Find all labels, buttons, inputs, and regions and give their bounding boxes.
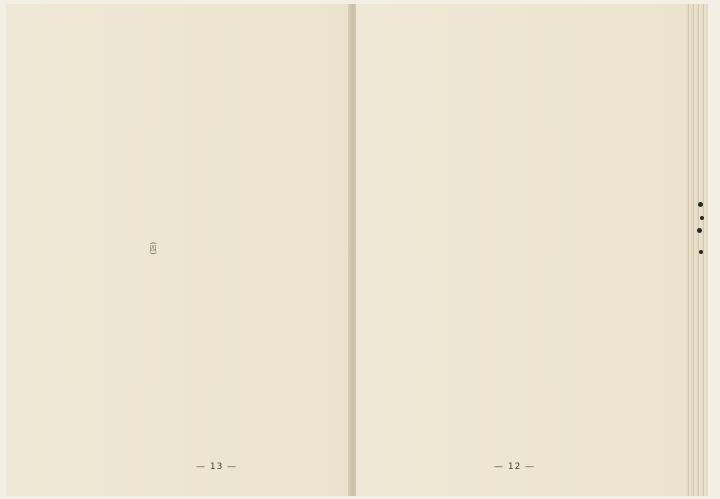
page-edges: [686, 4, 708, 496]
binding-hole: [699, 250, 703, 254]
page-number-left: — 13 —: [196, 462, 238, 472]
chapter-mark: (四): [149, 242, 157, 255]
binding-hole: [700, 216, 704, 220]
binding-hole: [698, 202, 703, 207]
right-page: [356, 4, 686, 496]
left-page: [6, 4, 350, 496]
page-number-right: — 12 —: [494, 462, 536, 472]
binding-hole: [697, 228, 702, 233]
left-page-text: [28, 26, 328, 446]
book-spread: [6, 4, 708, 496]
right-page-text: [372, 26, 672, 446]
